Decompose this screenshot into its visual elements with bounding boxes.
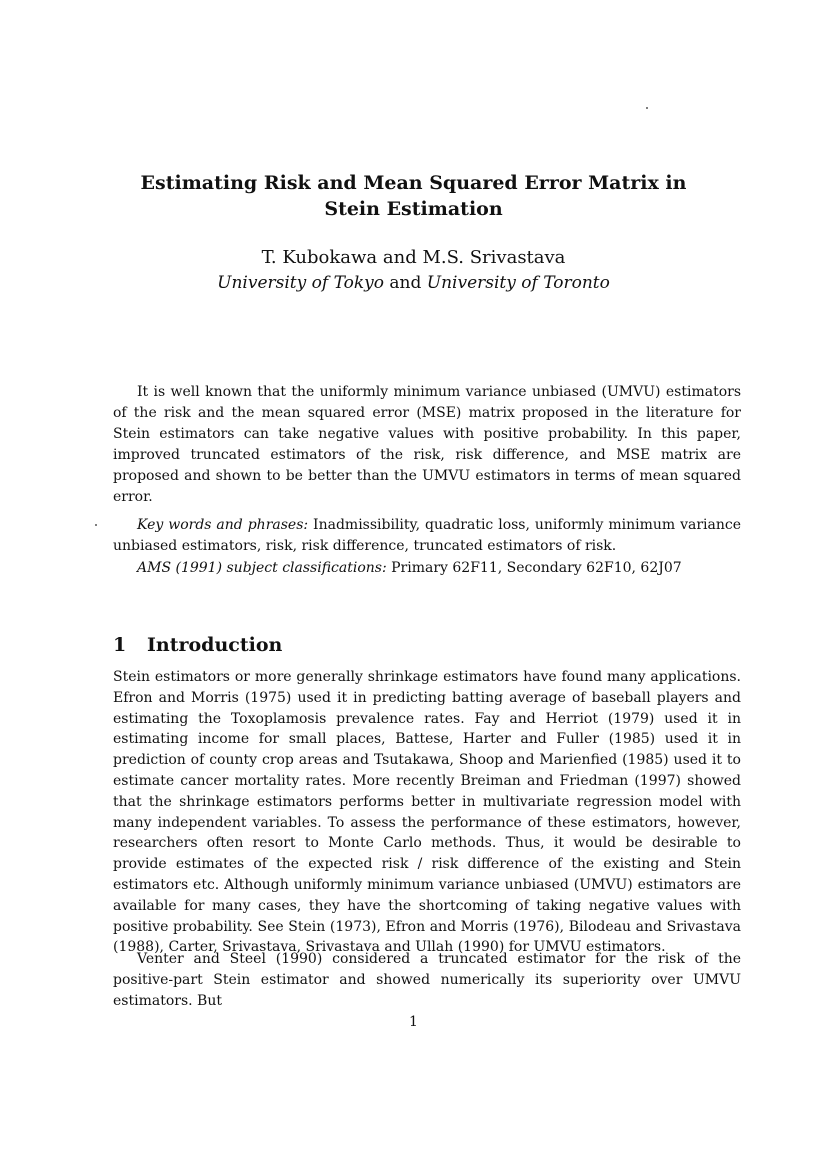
abstract: It is well known that the uniformly minimum variance unbiased (UMVU) estimators of the risk and the mean squared error (MSE) matrix proposed in the literature for Stein estimators can take negative values with positive probability. In this paper, improved truncated estimators of the risk, risk difference, and MSE matrix are proposed and shown to be better than the UMVU estimators in terms of mean squared error. (113, 384, 741, 505)
affiliation-and: and (383, 273, 427, 293)
section-heading (113, 632, 713, 658)
section-title: Introduction (147, 634, 283, 656)
paper-authors: T. Kubokawa and M.S. Srivastava (261, 247, 566, 268)
affiliation-tokyo: University of Tokyo (217, 273, 384, 293)
keywords (113, 515, 741, 557)
ams-classification (137, 558, 741, 579)
intro-paragraph-2: Venter and Steel (1990) considered a truncated estimator for the risk of the positive-part Stein estimator and showed numerically its superiority over UMVU estimators. But (113, 951, 741, 1009)
ams-text: Primary 62F11, Secondary 62F10, 62J07 (386, 560, 682, 576)
affiliation-toronto: University of Toronto (426, 273, 610, 293)
paper-affiliations (110, 272, 717, 294)
scan-speck (95, 524, 97, 526)
paper-title: Estimating Risk and Mean Squared Error Matrix in Stein Estimation (140, 172, 687, 220)
intro-paragraph-1: Stein estimators or more generally shrinkage estimators have found many applications. Efron and Morris (1975) used it in predicting batting average of baseball players and estimating the Toxoplamosis prevalence rates. Fay and Herriot (1979) used it in estimating income for small places, Battese, Harter and Fuller (1985) used it in prediction of county crop areas and Tsutakawa, Shoop and Marienfied (1985) used it to estimate cancer mortality rates. More recently Breiman and Friedman (1997) showed that the shrinkage estimators performs better in multivariate regression model with many independent variables. To assess the performance of these estimators, however, researchers often resort to Monte Carlo methods. Thus, it would be desirable to provide estimates of the expected risk / risk difference of the existing and Stein estimators etc. Although uniformly minimum variance unbiased (UMVU) estimators are available for many cases, they have the shortcoming of taking negative values with positive probability. See Stein (1973), Efron and Morris (1976), Bilodeau and Srivastava (1988), Carter, Srivastava, Srivastava and Ullah (1990) for UMVU estimators. (113, 669, 741, 956)
section-number: 1 (113, 634, 127, 656)
ams-label: AMS (1991) subject classifications: (137, 560, 387, 576)
keywords-text: Inadmissibility, quadratic loss, uniformly minimum variance unbiased estimators, risk, risk difference, truncated estimators of risk. (113, 517, 741, 554)
page-number: 1 (409, 1014, 418, 1030)
keywords-label: Key words and phrases: (137, 517, 309, 533)
scan-speck (646, 107, 648, 109)
